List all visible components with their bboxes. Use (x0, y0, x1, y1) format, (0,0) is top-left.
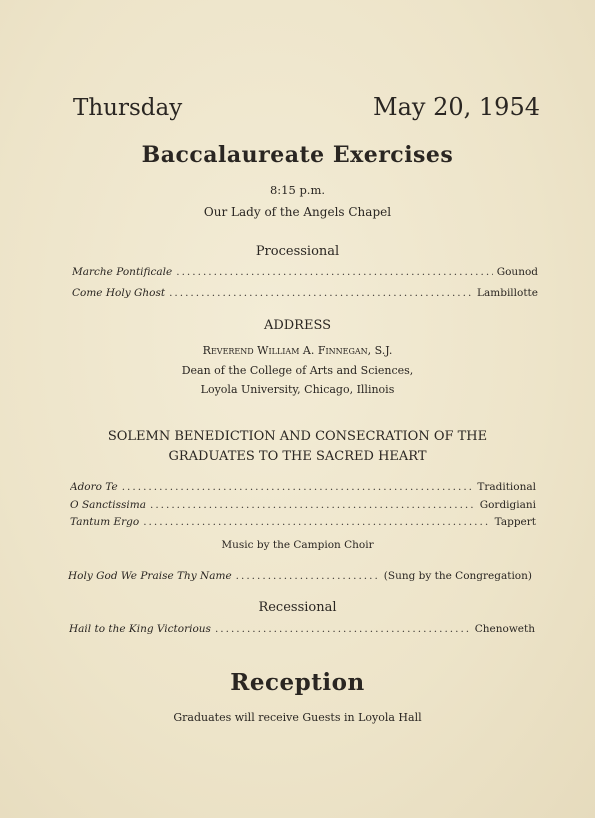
speaker-role: Dean of the College of Arts and Sciences, (181, 364, 414, 377)
piece-title: O Sanctissima (70, 499, 146, 511)
hymn-title: Holy God We Praise Thy Name (68, 570, 232, 582)
leader-dots (215, 623, 471, 635)
piece-title: Hail to the King Victorious (69, 623, 211, 635)
benediction-heading-line1: SOLEMN BENEDICTION AND CONSECRATION OF THE (107, 429, 488, 444)
speaker-name: Reverend William A. Finnegan, S.J. (202, 344, 393, 357)
program-row (70, 516, 536, 528)
leader-dots (150, 499, 476, 511)
piece-title: Adoro Te (70, 481, 118, 493)
program-row (72, 266, 538, 278)
leader-dots (236, 570, 380, 582)
reception-note: Graduates will receive Guests in Loyola Hall (173, 711, 422, 724)
piece-title: Marche Pontificale (72, 266, 173, 278)
day-label: Thursday (73, 95, 183, 121)
leader-dots (169, 287, 473, 299)
event-time: 8:15 p.m. (269, 183, 326, 197)
program-row (69, 623, 535, 635)
date-label: May 20, 1954 (373, 93, 540, 121)
leader-dots (143, 516, 490, 528)
composer: Traditional (477, 481, 536, 493)
leader-dots (122, 481, 474, 493)
event-location: Our Lady of the Angels Chapel (203, 205, 392, 219)
composer: Chenoweth (474, 623, 535, 635)
composer: Gounod (496, 266, 538, 278)
program-row (72, 287, 538, 299)
hymn-row (68, 570, 532, 582)
piece-title: Come Holy Ghost (72, 287, 166, 299)
piece-title: Tantum Ergo (70, 516, 140, 528)
choir-note: Music by the Campion Choir (221, 539, 374, 551)
reception-heading: Reception (230, 669, 365, 696)
benediction-heading-line2: GRADUATES TO THE SACRED HEART (168, 449, 427, 464)
composer: Lambillotte (477, 287, 538, 299)
hymn-note: (Sung by the Congregation) (383, 570, 532, 582)
composer: Gordigiani (479, 499, 536, 511)
speaker-institution: Loyola University, Chicago, Illinois (200, 383, 395, 396)
leader-dots (176, 266, 492, 278)
page-title: Baccalaureate Exercises (141, 142, 454, 168)
program-row (70, 481, 536, 493)
composer: Tappert (494, 516, 536, 528)
program-row (70, 499, 536, 511)
processional-heading: Processional (255, 244, 340, 259)
address-heading: ADDRESS (263, 318, 332, 333)
recessional-heading: Recessional (258, 600, 337, 615)
